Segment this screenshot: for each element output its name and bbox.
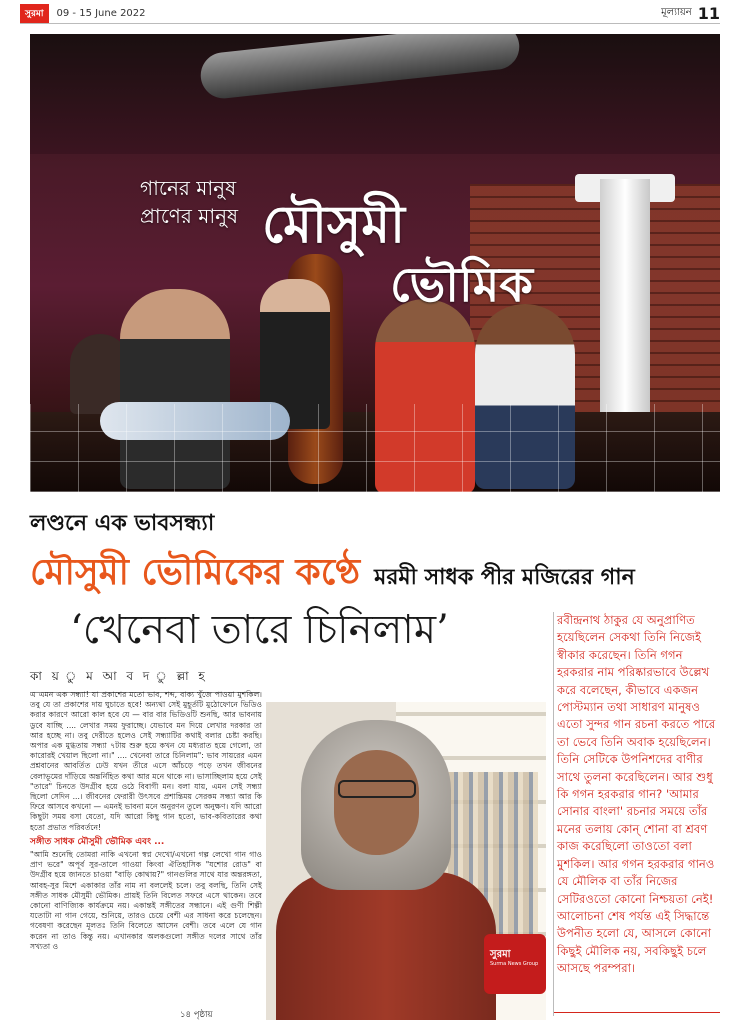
article-paragraph: "আমি শুনেছি তোমরা নাকি এখনো স্বপ্ন দেখো/এখনো গল্প লেখো গান গাও প্রাণ ভরে" অপূর্ব সুর-তালে গাওয়া কিংবা ঐতিহাসিক "যশোর রোড" বা উদগ্রীব হয়ে জানতে চাওয়া "বাড়ি কোথায়?" গানগুলির সাথে যার অন্তরঙ্গতা, আবহ-সুর মিশে একাকার তাঁর নাম না বললেই চলে। তবু বলছি, তিনি সেই সঙ্গীত সাধক মৌসুমী ভৌমিক। প্রায়ই তিনি বিলেত সফরে এসে থাকেন। তবে কোনো বাণিজ্যিক কার্যক্রমে নয়। একান্তই সঙ্গীতের সন্ধানে। এই গুণী শিল্পী যতোটা না গান গেয়ে, শুনিয়ে, তারও চেয়ে বেশী এর সাধনা করে চলেছেন। গবেষণা করেছেন মূলতঃ তিনি বিলেতে আসেন বেশী। তবে এলে যে গান করেন না তাও কিন্তু নয়। এখানকার অলকগুলো সঙ্গীত দলের সাথে তাঁর সখ্যতা ও bbox=[30, 850, 262, 951]
article-subhead: সঙ্গীত সাধক মৌসুমী ভৌমিক এবং ... bbox=[30, 836, 165, 847]
hero-name-line2: ভৌমিক bbox=[390, 257, 533, 313]
hero-concert-photo bbox=[30, 34, 720, 492]
issue-date: 09 - 15 June 2022 bbox=[56, 8, 146, 19]
grid-overlay bbox=[30, 404, 720, 492]
hero-name-line1: মৌসুমী bbox=[262, 194, 405, 255]
mug-logo: সুরমা bbox=[490, 949, 511, 960]
hero-kicker-line1: গানের মানুষ bbox=[140, 176, 237, 200]
headline-deck: লণ্ডনে এক ভাবসন্ধ্যা bbox=[30, 511, 215, 536]
mug-subtext: Surma News Group bbox=[490, 961, 539, 967]
portrait-photo bbox=[266, 702, 546, 1020]
portrait-body bbox=[276, 872, 496, 1020]
headline-row bbox=[30, 545, 720, 605]
section-label: মূল্যায়ন bbox=[661, 7, 692, 18]
masthead bbox=[20, 4, 720, 24]
headline-secondary: মরমী সাধক পীর মজিরের গান bbox=[374, 565, 635, 590]
portrait-face bbox=[334, 750, 419, 855]
page-number: 11 bbox=[697, 4, 720, 23]
glasses-icon bbox=[338, 780, 416, 798]
hero-kicker-line2: প্রাণের মানুষ bbox=[140, 204, 239, 228]
article-left-column bbox=[30, 690, 262, 956]
newspaper-logo: সুরমা bbox=[20, 4, 49, 23]
article-paragraph: এ এমন এক সন্ধ্যা! যা প্রকাশের মতো ভাব, শব্দ, বাক্য খুঁজে পাওয়া মুশকিল। তবু যে তা প্রকাশের দায় ঘুচাতে হবে! অন্যথা সেই মুহূর্তটি মুঠোফোনে ভিডিও করার কারণে আরো কাল হবে যে — বার বার ভিডিওটি শুনছি, আর ভাবনায় ডুবে যাচ্ছি .... লেখার সময় ফুরাচ্ছে। যেভাবে মন দিয়ে লেখার দরকার তা আর হচ্ছে না। তবু দেরীতে হলেও সেই সন্ধ্যাটির কথাই বলার চেষ্টা করছি। অপার এক মুগ্ধতায় সন্ধ্যা ৭টায় শুরু হয়ে কখন যে মধ্যরাত হয়ে গেলো, তা কারোরই খেয়াল ছিলো না।" .... খেনেবা তারে চিনিলাম": ভাব সায়রের এমন প্রশ্নবানের আবর্তিত ঢেউ যখন তীরে এসে আঁচড়ে পড়ে তখন জীবনের বেলাভূমের দাঁড়িয়ে অন্তর্নিহিত কথা আর মনে থাকে না। ভাসাচ্ছিলাম হয়ে সেই "তারে" চিনতে উদগ্রীব হয়ে ওঠে বিবাগী মন। বলা যায়, এমন সেই সন্ধ্যা ছিলো সেদিন ...। জীবনের ফেরারী উৎসবে প্রশান্তিময় সেরকম সন্ধ্যা আর কি ফিরে আসবে কখনো — এমনই ভাবনা মনে অনুরণন তুলে অনুক্ষণ। যদি আরো কিছুটা সময় বসা যেতো, যদি আরো কিছু গান হতো, ভাব-কবিতারের কথা হতো প্রভাত পরিবর্তনে! bbox=[30, 690, 262, 832]
article-right-column: রবীন্দ্রনাথ ঠাকুর যে অনুপ্রাণিত হয়েছিলেন সেকথা তিনি নিজেই স্বীকার করেছেন। তিনি গগন হরকরার নাম পরিষ্কারভাবে উল্লেখ করে বলেছেন, কীভাবে একজন পোস্টম্যান তথা সাধারণ মানুষও এতো সুন্দর গান রচনা করতে পারে তা ভেবে তিনি অবাক হয়েছিলেন। তিনি সেটিকে উপনিশদের বাণীর সাথে তুলনা করেছিলেন। আর শুধু কি গগন হরকরার গান? 'আমার সোনার বাংলা' রচনার সময়ে তাঁর মনের তলায় কোন্ শোনা বা শ্রবণ কাজ করেছিলো তাওতো বলা মুশকিল। আর গগন হরকরার গানও যে মৌলিক বা তাঁর নিজের সেটিরওতো কোনো নিশ্চয়তা নেই! আলোচনা শেষ পর্যন্ত এই সিদ্ধান্তে উপনীত হলো যে, আসলে কোনো কিছুই মৌলিক নয়, সবকিছুই চলে আসছে পরম্পরা। bbox=[553, 612, 720, 1016]
column-rule bbox=[554, 1012, 720, 1013]
headline-main: মৌসুমী ভৌমিকের কণ্ঠে bbox=[30, 551, 361, 593]
byline: কা য় ু ম আ ব দ ু ল্লা হ bbox=[30, 668, 260, 693]
continued-marker: ১৪ পৃষ্ঠায় bbox=[180, 1010, 213, 1020]
headline-quote: ‘খেনেবা তারে চিনিলাম’ bbox=[70, 607, 449, 653]
